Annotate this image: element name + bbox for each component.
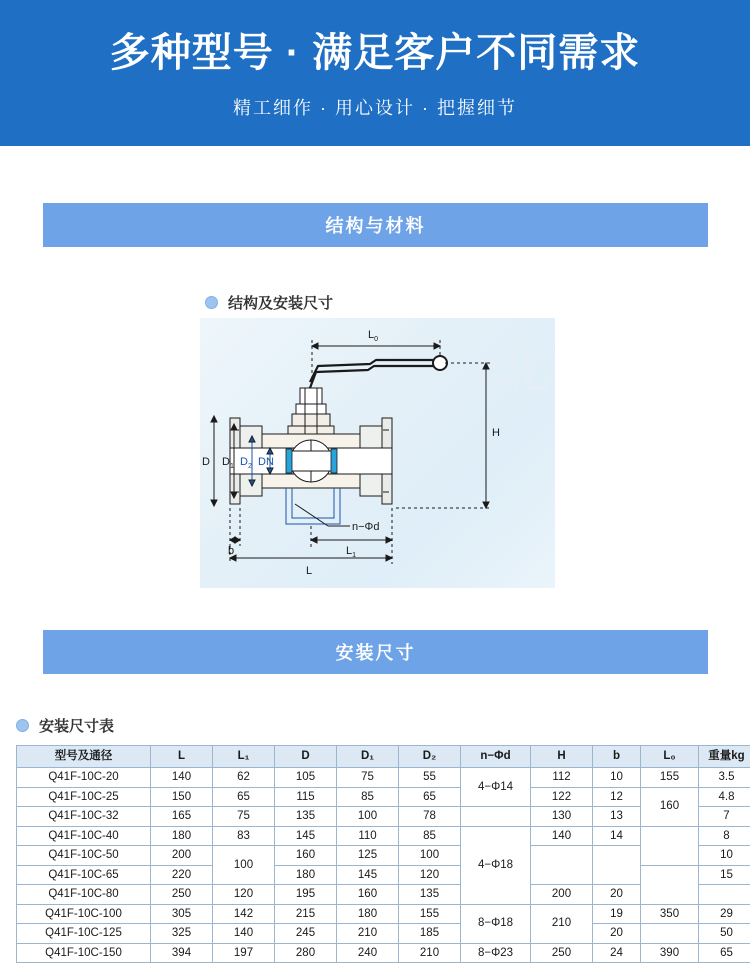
cell-b: 20 [593,924,641,944]
cell-weight: 65 [699,943,750,963]
cell-L1: 83 [213,826,275,846]
th-D1: D₁ [337,746,399,768]
cell-D2: 65 [399,787,461,807]
cell-H: 140 [531,826,593,846]
cell-b: 19 [593,904,641,924]
dim-label-L: L [306,565,313,577]
cell-weight: 20 [593,885,641,905]
table-row [17,943,750,963]
cell-D2: 100 [399,846,461,866]
cell-model: Q41F-10C-65 [17,865,151,885]
cell-D1: 110 [337,826,399,846]
th-L0: L₀ [641,746,699,768]
bullet-icon [205,296,218,309]
cell-nd: 8−Φ23 [461,943,531,963]
cell-D2: 120 [399,865,461,885]
cell-L1: 197 [213,943,275,963]
cell-L: 220 [151,865,213,885]
table-row [17,924,750,944]
table-row [17,885,750,905]
valve-diagram [200,318,555,588]
cell-model: Q41F-10C-20 [17,768,151,788]
cell-D: 245 [275,924,337,944]
dim-label-L1: $L_1$ [346,545,357,559]
dim-label-b: b [228,545,235,557]
cell-D1: 125 [337,846,399,866]
cell-weight: 7 [699,807,750,827]
th-D: D [275,746,337,768]
cell-L0: 160 [641,787,699,826]
cell-b: 24 [593,943,641,963]
section-banner-structure: 结构与材料 [43,203,708,247]
cell-weight: 15 [699,865,750,885]
cell-weight: 8 [699,826,750,846]
cell-D: 195 [275,885,337,905]
cell-nd [461,807,531,827]
th-b: b [593,746,641,768]
cell-D: 105 [275,768,337,788]
cell-model: Q41F-10C-150 [17,943,151,963]
cell-nd: 4−Φ14 [461,768,531,807]
cell-D1: 100 [337,807,399,827]
cell-weight: 50 [699,924,750,944]
cell-D2: 135 [399,885,461,905]
th-D2: D₂ [399,746,461,768]
table-header-row [17,746,750,768]
cell-H [531,846,593,885]
subhead-table-label: 安装尺寸表 [39,718,115,735]
table-row [17,768,750,788]
th-H: H [531,746,593,768]
cell-D2: 185 [399,924,461,944]
cell-L0 [641,865,699,904]
cell-weight: 3.5 [699,768,750,788]
cell-L: 305 [151,904,213,924]
cell-D1: 180 [337,904,399,924]
cell-D1: 160 [337,885,399,905]
cell-model: Q41F-10C-32 [17,807,151,827]
cell-D1: 240 [337,943,399,963]
cell-H: 210 [531,904,593,943]
cell-model: Q41F-10C-80 [17,885,151,905]
th-model: 型号及通径 [17,746,151,768]
cell-nd: 8−Φ18 [461,904,531,943]
cell-L0 [641,826,699,865]
th-weight: 重量kg [699,746,750,768]
page-subtitle: 精工细作 · 用心设计 · 把握细节 [233,98,517,118]
cell-D2: 78 [399,807,461,827]
cell-L: 165 [151,807,213,827]
table-row [17,787,750,807]
cell-model: Q41F-10C-25 [17,787,151,807]
cell-model: Q41F-10C-50 [17,846,151,866]
table-row [17,846,750,866]
page-header [0,0,750,146]
watermark-text: 北 [492,335,551,400]
table-row [17,807,750,827]
cell-L0: 350 [641,904,699,924]
cell-b [593,846,641,885]
cell-H: 130 [531,807,593,827]
spec-table-wrap [16,745,745,963]
cell-D1: 85 [337,787,399,807]
dim-label-L0: $L_0$ [368,329,379,343]
cell-model: Q41F-10C-40 [17,826,151,846]
page-title: 多种型号 · 满足客户不同需求 [109,31,641,75]
cell-L0: 390 [641,943,699,963]
cell-D2: 155 [399,904,461,924]
dim-label-nd: n−Φd [352,521,380,533]
cell-D1: 210 [337,924,399,944]
cell-L1: 62 [213,768,275,788]
cell-D: 215 [275,904,337,924]
table-row [17,865,750,885]
cell-nd: 4−Φ18 [461,826,531,904]
cell-L: 180 [151,826,213,846]
cell-weight: 4.8 [699,787,750,807]
cell-model: Q41F-10C-100 [17,904,151,924]
cell-D1: 145 [337,865,399,885]
cell-D: 160 [275,846,337,866]
cell-D: 115 [275,787,337,807]
th-L1: L₁ [213,746,275,768]
cell-D: 135 [275,807,337,827]
cell-D: 145 [275,826,337,846]
cell-b: 13 [593,807,641,827]
cell-D: 280 [275,943,337,963]
table-row [17,904,750,924]
cell-D1: 75 [337,768,399,788]
cell-weight: 10 [699,846,750,866]
cell-b: 12 [593,787,641,807]
cell-L: 150 [151,787,213,807]
cell-H: 112 [531,768,593,788]
cell-L0 [641,924,699,944]
subhead-structure-label: 结构及安装尺寸 [228,295,334,312]
cell-L1: 142 [213,904,275,924]
cell-L0: 155 [641,768,699,788]
cell-b: 10 [593,768,641,788]
cell-L: 140 [151,768,213,788]
bullet-icon [16,719,29,732]
cell-model: Q41F-10C-125 [17,924,151,944]
cell-L1: 100 [213,846,275,885]
cell-D: 180 [275,865,337,885]
dim-label-D: D [202,456,210,468]
dim-label-D2: $D_2$ [240,456,252,470]
th-nd: n−Φd [461,746,531,768]
cell-D2: 210 [399,943,461,963]
cell-L: 394 [151,943,213,963]
subhead-table [16,715,114,736]
cell-b: 14 [593,826,641,846]
cell-H: 250 [531,943,593,963]
dim-label-D1: $D_1$ [222,456,234,470]
cell-H: 200 [531,885,593,905]
cell-L1: 120 [213,885,275,905]
section-banner-install: 安装尺寸 [43,630,708,674]
th-L: L [151,746,213,768]
cell-H: 122 [531,787,593,807]
cell-D2: 55 [399,768,461,788]
cell-L: 250 [151,885,213,905]
spec-table [16,745,750,963]
cell-L1: 75 [213,807,275,827]
dim-label-DN: DN [258,456,274,468]
cell-L1: 65 [213,787,275,807]
cell-L1: 140 [213,924,275,944]
cell-L: 200 [151,846,213,866]
subhead-structure [205,292,333,313]
cell-D2: 85 [399,826,461,846]
cell-weight: 29 [699,904,750,924]
cell-L: 325 [151,924,213,944]
dim-label-H: H [492,427,500,439]
table-row [17,826,750,846]
